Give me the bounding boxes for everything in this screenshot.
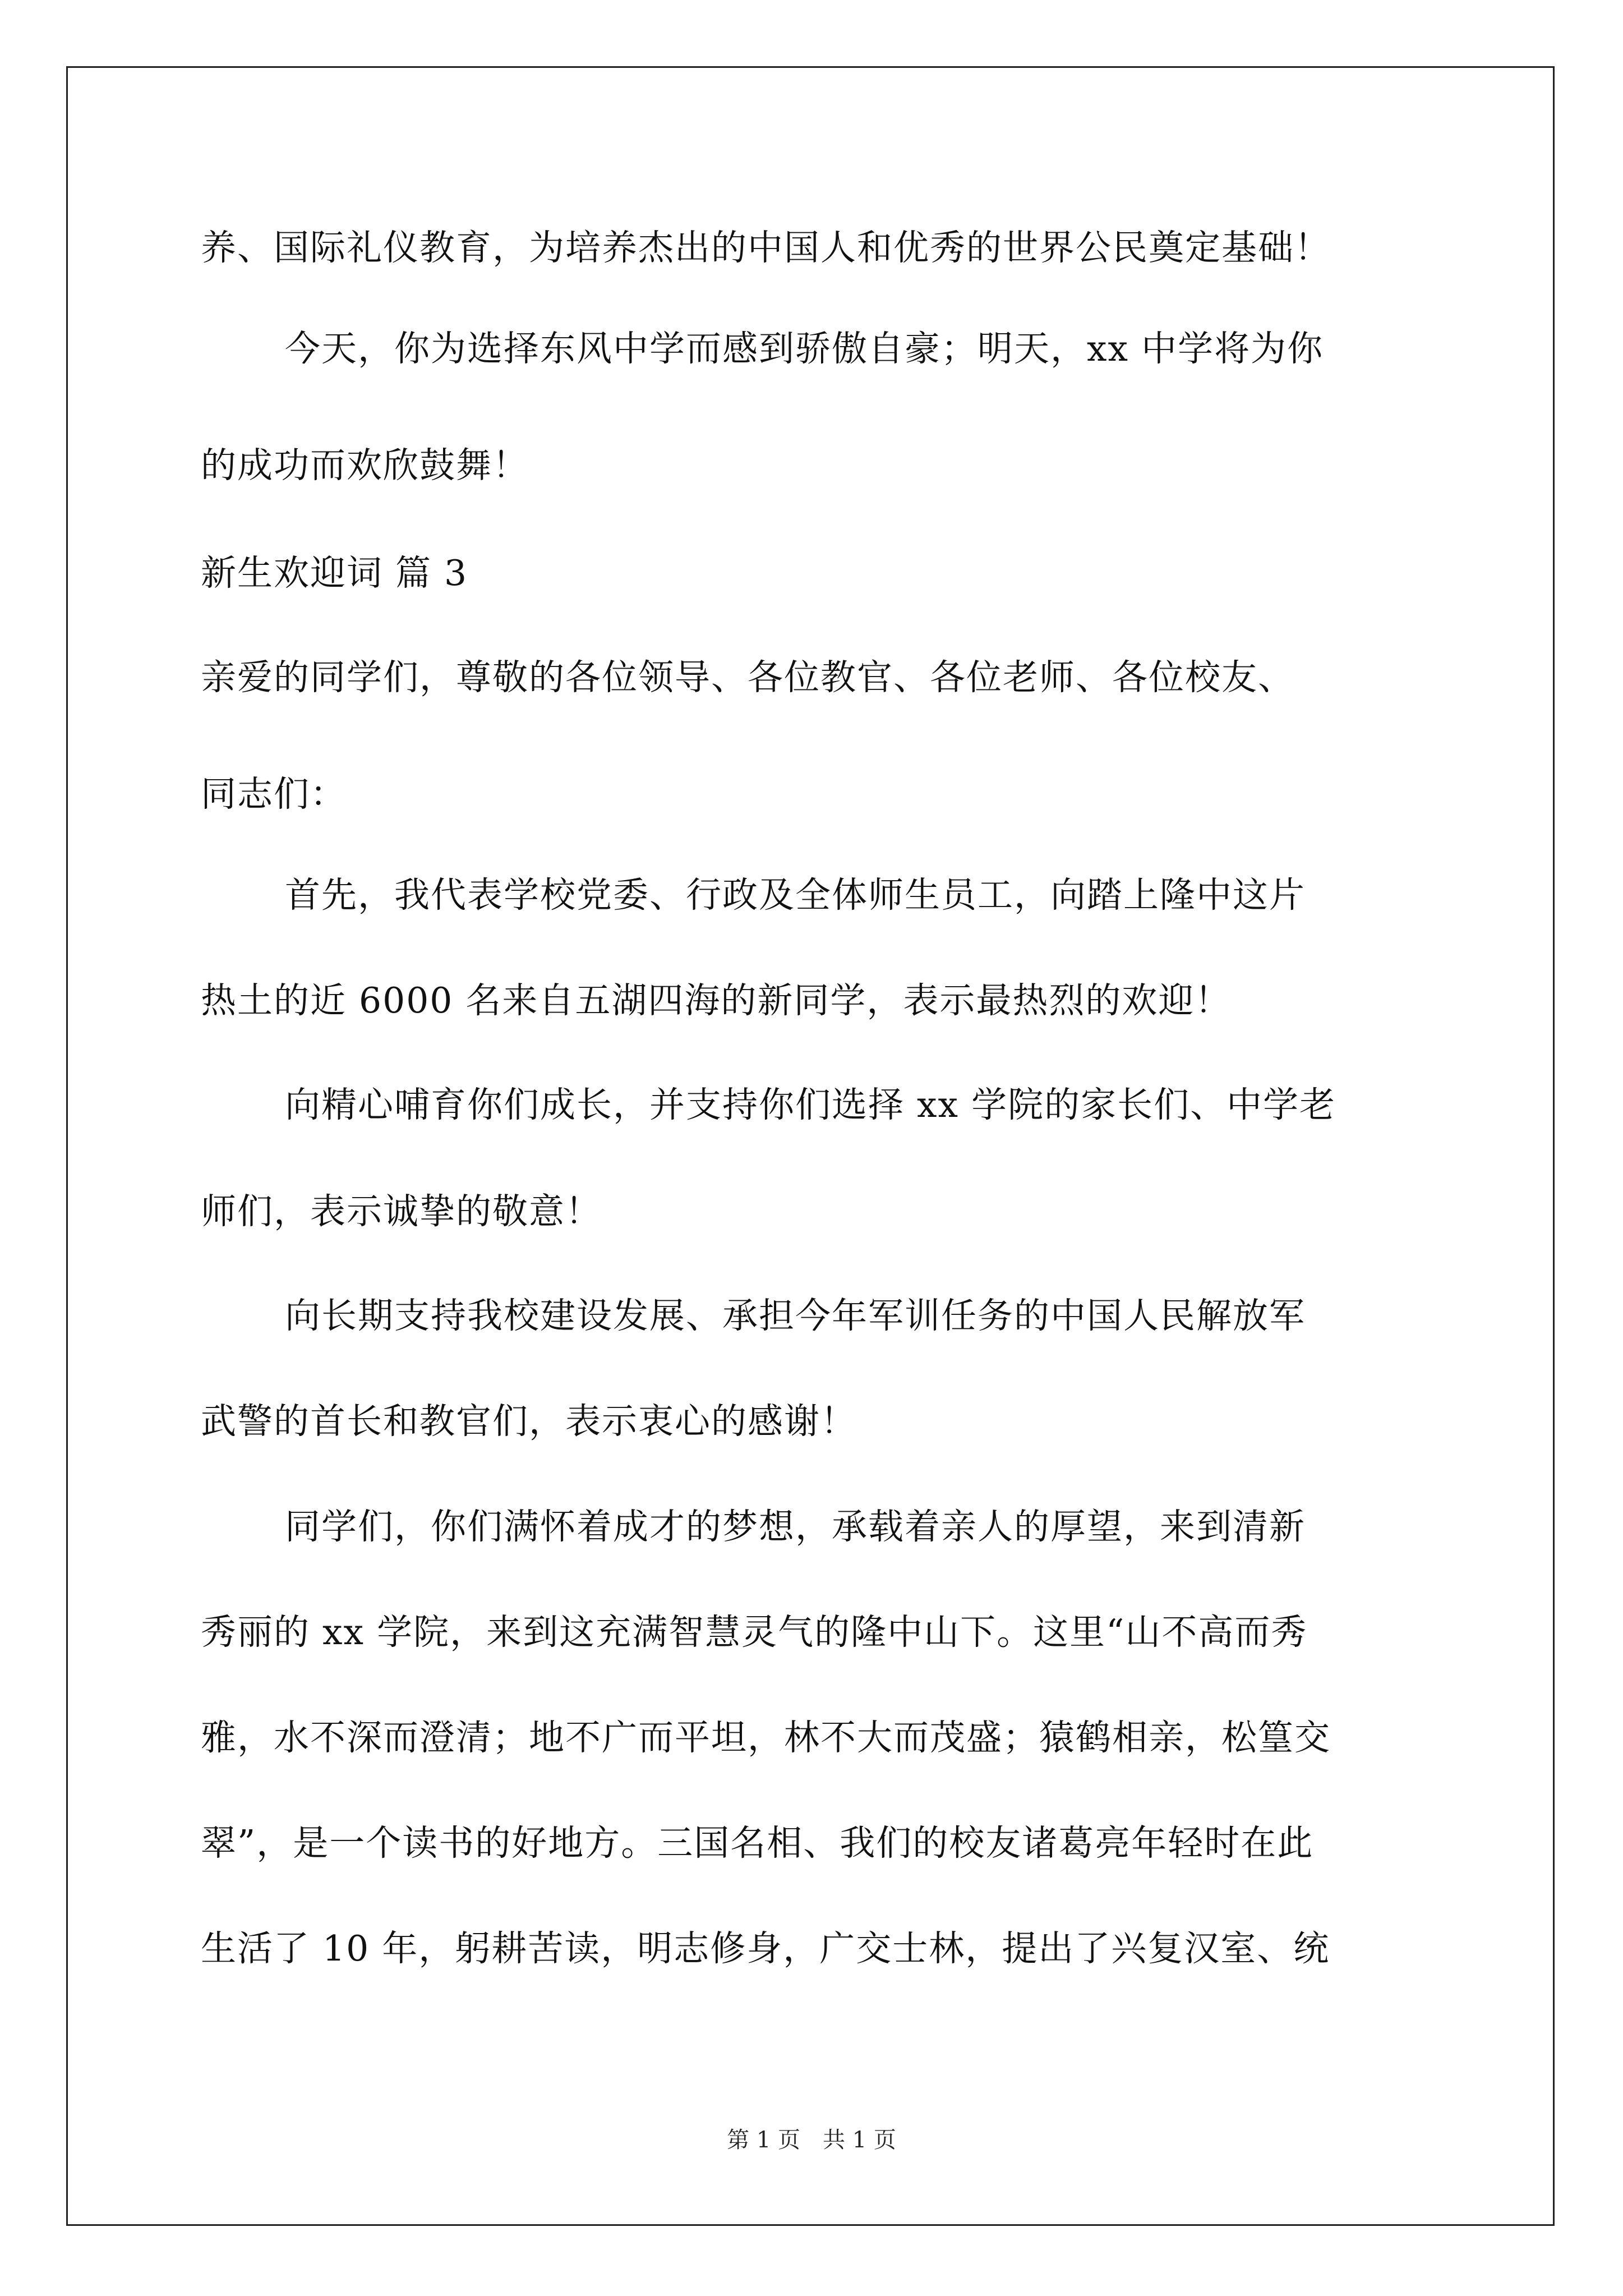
body-line: 武警的首长和教官们，表示衷心的感谢！ [201, 1401, 857, 1442]
page-border [66, 66, 1555, 2226]
paragraph-start-line: 同学们，你们满怀着成才的梦想，承载着亲人的厚望，来到清新 [285, 1506, 1306, 1547]
paragraph-start-line: 今天，你为选择东风中学而感到骄傲自豪；明天，xx 中学将为你 [285, 328, 1324, 369]
body-line: 翠”，是一个读书的好地方。三国名相、我们的校友诸葛亮年轻时在此 [201, 1823, 1314, 1864]
paragraph-start-line: 首先，我代表学校党委、行政及全体师生员工，向踏上隆中这片 [285, 875, 1306, 915]
body-line: 热土的近 6000 名来自五湖四海的新同学，表示最热烈的欢迎！ [201, 980, 1232, 1021]
section-heading: 新生欢迎词 篇 3 [201, 553, 468, 593]
body-line: 养、国际礼仪教育，为培养杰出的中国人和优秀的世界公民奠定基础！ [201, 227, 1331, 268]
body-line: 秀丽的 xx 学院，来到这充满智慧灵气的隆中山下。这里“山不高而秀 [201, 1612, 1308, 1653]
body-line: 的成功而欢欣鼓舞！ [201, 445, 529, 486]
body-line: 亲爱的同学们，尊敬的各位领导、各位教官、各位老师、各位校友、 [201, 657, 1294, 698]
body-line: 师们，表示诚挚的敬意！ [201, 1191, 602, 1232]
paragraph-start-line: 向精心哺育你们成长，并支持你们选择 xx 学院的家长们、中学老 [285, 1084, 1336, 1125]
page-footer: 第 1 页 共 1 页 [727, 2127, 896, 2153]
body-line: 雅，水不深而澄清；地不广而平坦，林不大而茂盛；猿鹤相亲，松篁交 [201, 1717, 1331, 1758]
paragraph-start-line: 向长期支持我校建设发展、承担今年军训任务的中国人民解放军 [285, 1295, 1306, 1336]
body-line: 生活了 10 年，躬耕苦读，明志修身，广交士林，提出了兴复汉室、统 [201, 1928, 1330, 1969]
body-line: 同志们： [201, 774, 347, 815]
